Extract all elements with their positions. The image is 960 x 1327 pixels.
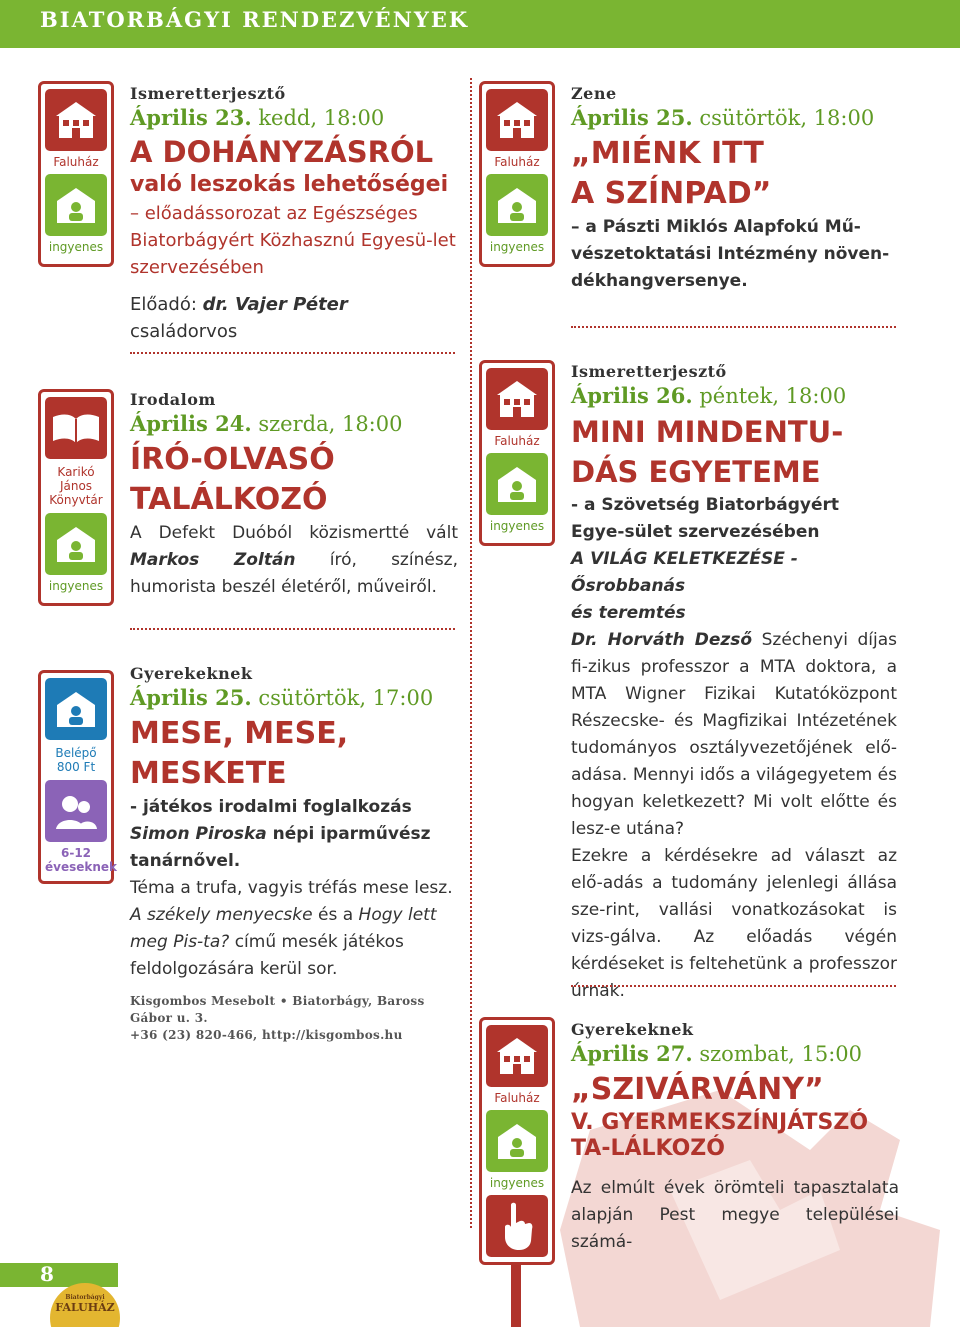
event-date-time: szombat, 15:00 (692, 1042, 862, 1066)
page-header-title: BIATORBÁGYI RENDEZVÉNYEK (40, 7, 470, 32)
event-category: Ismeretterjesztő (571, 362, 727, 381)
speaker-bio: Széchenyi díjas fi-zikus professzor a MTA doktora, a MTA Wigner Fizikai Kutatóközpont Részecske- és Magfizikai Intézetének tudományos osztályvezetőjének elő-adása. Mennyi idős a világegyetem és hogyan keletkezett? Mi volt előtte és lesz-e utána? (571, 630, 897, 839)
event-title: A DOHÁNYZÁSRÓL (130, 135, 434, 169)
free-entry-icon (486, 174, 548, 236)
entry-price-label: 800 Ft (56, 760, 96, 774)
lecture-title: A VILÁG KELETKEZÉSE - Ősrobbanás (571, 549, 798, 596)
event-category: Zene (571, 84, 617, 103)
free-entry-icon (486, 453, 548, 515)
entry-label: Belépő (55, 746, 97, 760)
event-category: Gyerekeknek (130, 664, 253, 683)
event-title-line2: MESKETE (130, 756, 287, 791)
event-date (130, 105, 460, 130)
event-card (130, 664, 460, 1044)
event-description: – előadássorozat az Egészséges Biatorbágyért Közhasznú Egyesü-let szervezésében (130, 203, 456, 279)
page-number-bar (0, 1263, 118, 1287)
event-title-line2: DÁS EGYETEME (571, 455, 821, 489)
event-date-day: Április 25. (130, 685, 252, 710)
free-entry-icon (45, 174, 107, 236)
event-subtitle: - játékos irodalmi foglalkozás (130, 797, 412, 817)
venue-icon-post-faluhaz (479, 1017, 555, 1265)
description-suffix: író, színész, humorista beszél életéről, műveiről. (130, 550, 458, 597)
venue-label: Faluház (494, 155, 540, 169)
event-date-time: kedd, 18:00 (251, 106, 385, 130)
event-date (130, 685, 460, 710)
event-description (130, 520, 458, 601)
host-name: Simon Piroska (130, 824, 267, 844)
host-description: népi iparművész tanárnővel. (130, 824, 431, 871)
event-card (571, 1020, 899, 1256)
event-card (571, 84, 901, 295)
event-description: – a Pászti Miklós Alapfokú Mű-vészetoktatási Intézmény növen-dékhangversenye. (571, 217, 890, 291)
house-icon (486, 89, 548, 151)
event-date-time: csütörtök, 17:00 (251, 686, 434, 710)
event-title: „MIÉNK ITT (571, 136, 764, 171)
hand-gesture-icon (486, 1195, 548, 1257)
event-date-time: szerda, 18:00 (251, 412, 403, 436)
logo-text-main: FALUHÁZ (55, 1301, 115, 1314)
event-date (571, 105, 901, 130)
venue-icon-post-faluhaz (479, 360, 555, 546)
tale-title: Hogy lett meg Pis-ta? (130, 905, 437, 952)
price-label: ingyenes (489, 240, 545, 254)
ticket-icon (45, 678, 107, 740)
venue-label: Faluház (53, 155, 99, 169)
venue-icon-post-faluhaz (38, 81, 114, 267)
people-icon (45, 780, 107, 842)
description-prefix: A Defekt Duóból közismertté vált (130, 523, 458, 543)
event-subtitle: V. GYERMEKSZÍNJÁTSZÓ TA-LÁLKOZÓ (571, 1110, 869, 1162)
description-suffix: című mesék játékos feldolgozására kerül sor. (130, 932, 404, 979)
event-date-time: péntek, 18:00 (692, 384, 847, 408)
event-title: MESE, MESE, (130, 716, 349, 751)
page-number: 8 (40, 1262, 54, 1286)
event-host (130, 821, 460, 875)
price-label: ingyenes (489, 1176, 545, 1190)
event-title-line2: TALÁLKOZÓ (130, 482, 328, 517)
logo-text-top: Biatorbágyi (65, 1294, 105, 1301)
event-category: Ismeretterjesztő (130, 84, 286, 103)
event-description (571, 627, 897, 843)
venue-icon-post-library (38, 389, 114, 606)
dotted-separator (571, 326, 896, 328)
free-entry-icon (486, 1110, 548, 1172)
house-icon (45, 89, 107, 151)
event-title-line2: A SZÍNPAD” (571, 176, 772, 211)
event-title: „SZIVÁRVÁNY” (571, 1072, 824, 1107)
event-card (130, 84, 460, 345)
event-date (571, 1041, 899, 1066)
event-date-day: Április 27. (571, 1041, 693, 1066)
tale-title: A székely menyecske (130, 905, 313, 925)
event-date (571, 383, 897, 408)
event-date-day: Április 25. (571, 105, 693, 130)
event-title: MINI MINDENTU- (571, 415, 844, 449)
house-icon (486, 1025, 548, 1087)
conjunction: és a (312, 905, 359, 925)
book-icon (45, 397, 107, 459)
event-speaker (130, 291, 460, 345)
dotted-separator (130, 628, 455, 630)
venue-icon-post-paid (38, 670, 118, 884)
price-label: ingyenes (48, 240, 104, 254)
free-entry-icon (45, 513, 107, 575)
event-date-day: Április 24. (130, 411, 252, 436)
event-date-day: Április 26. (571, 383, 693, 408)
library-label-line3: Könyvtár (49, 493, 103, 507)
event-card (571, 362, 897, 1005)
library-label-line2: János (59, 479, 93, 493)
venue-icon-post-faluhaz (479, 81, 555, 267)
speaker-suffix: családorvos (130, 321, 238, 343)
event-card (130, 390, 458, 601)
event-description: Téma a trufa, vagyis tréfás mese lesz. (130, 878, 453, 898)
event-description-extra: Ezekre a kérdésekre ad választ az elő-adás a tudomány jelenlegi állása sze-rint, vallási vonatkozásokat is vizs-gálva. Az előadás végén kérdéseket is feltehetünk a professzor úrnak. (571, 846, 897, 1001)
event-description: Az elmúlt évek örömteli tapasztalata alapján Pest megye települései számá- (571, 1177, 899, 1252)
speaker-prefix: Előadó: (130, 294, 203, 316)
speaker-name: dr. Vajer Péter (202, 294, 348, 316)
column-divider (470, 78, 472, 1228)
event-subtitle: - a Szövetség Biatorbágyért Egye-sület szervezésében (571, 495, 840, 542)
event-date-day: Április 23. (130, 105, 252, 130)
library-label-line1: Karikó (57, 465, 95, 479)
event-date (130, 411, 458, 436)
event-category: Irodalom (130, 390, 216, 409)
dotted-separator (571, 985, 896, 987)
speaker-name: Dr. Horváth Dezső (571, 630, 753, 650)
venue-label: Faluház (494, 1091, 540, 1105)
event-title: ÍRÓ-OLVASÓ (130, 442, 335, 477)
event-category: Gyerekeknek (571, 1020, 694, 1039)
age-suffix-label: éveseknek (45, 860, 118, 874)
guest-name: Markos Zoltán (130, 550, 296, 570)
house-icon (486, 368, 548, 430)
lecture-title-line2: és teremtés (571, 603, 686, 623)
event-date-time: csütörtök, 18:00 (692, 106, 875, 130)
dotted-separator (130, 352, 455, 354)
event-description-tales (130, 902, 460, 983)
price-label: ingyenes (489, 519, 545, 533)
price-label: ingyenes (48, 579, 104, 593)
venue-contact: +36 (23) 820-466, http://kisgombos.hu (130, 1028, 403, 1042)
venue-label: Faluház (494, 434, 540, 448)
event-title-line2: való leszokás lehetőségei (130, 172, 449, 198)
age-range-label: 6-12 (60, 846, 92, 860)
venue-address: Kisgombos Mesebolt • Biatorbágy, Baross Gábor u. 3. (130, 994, 425, 1025)
